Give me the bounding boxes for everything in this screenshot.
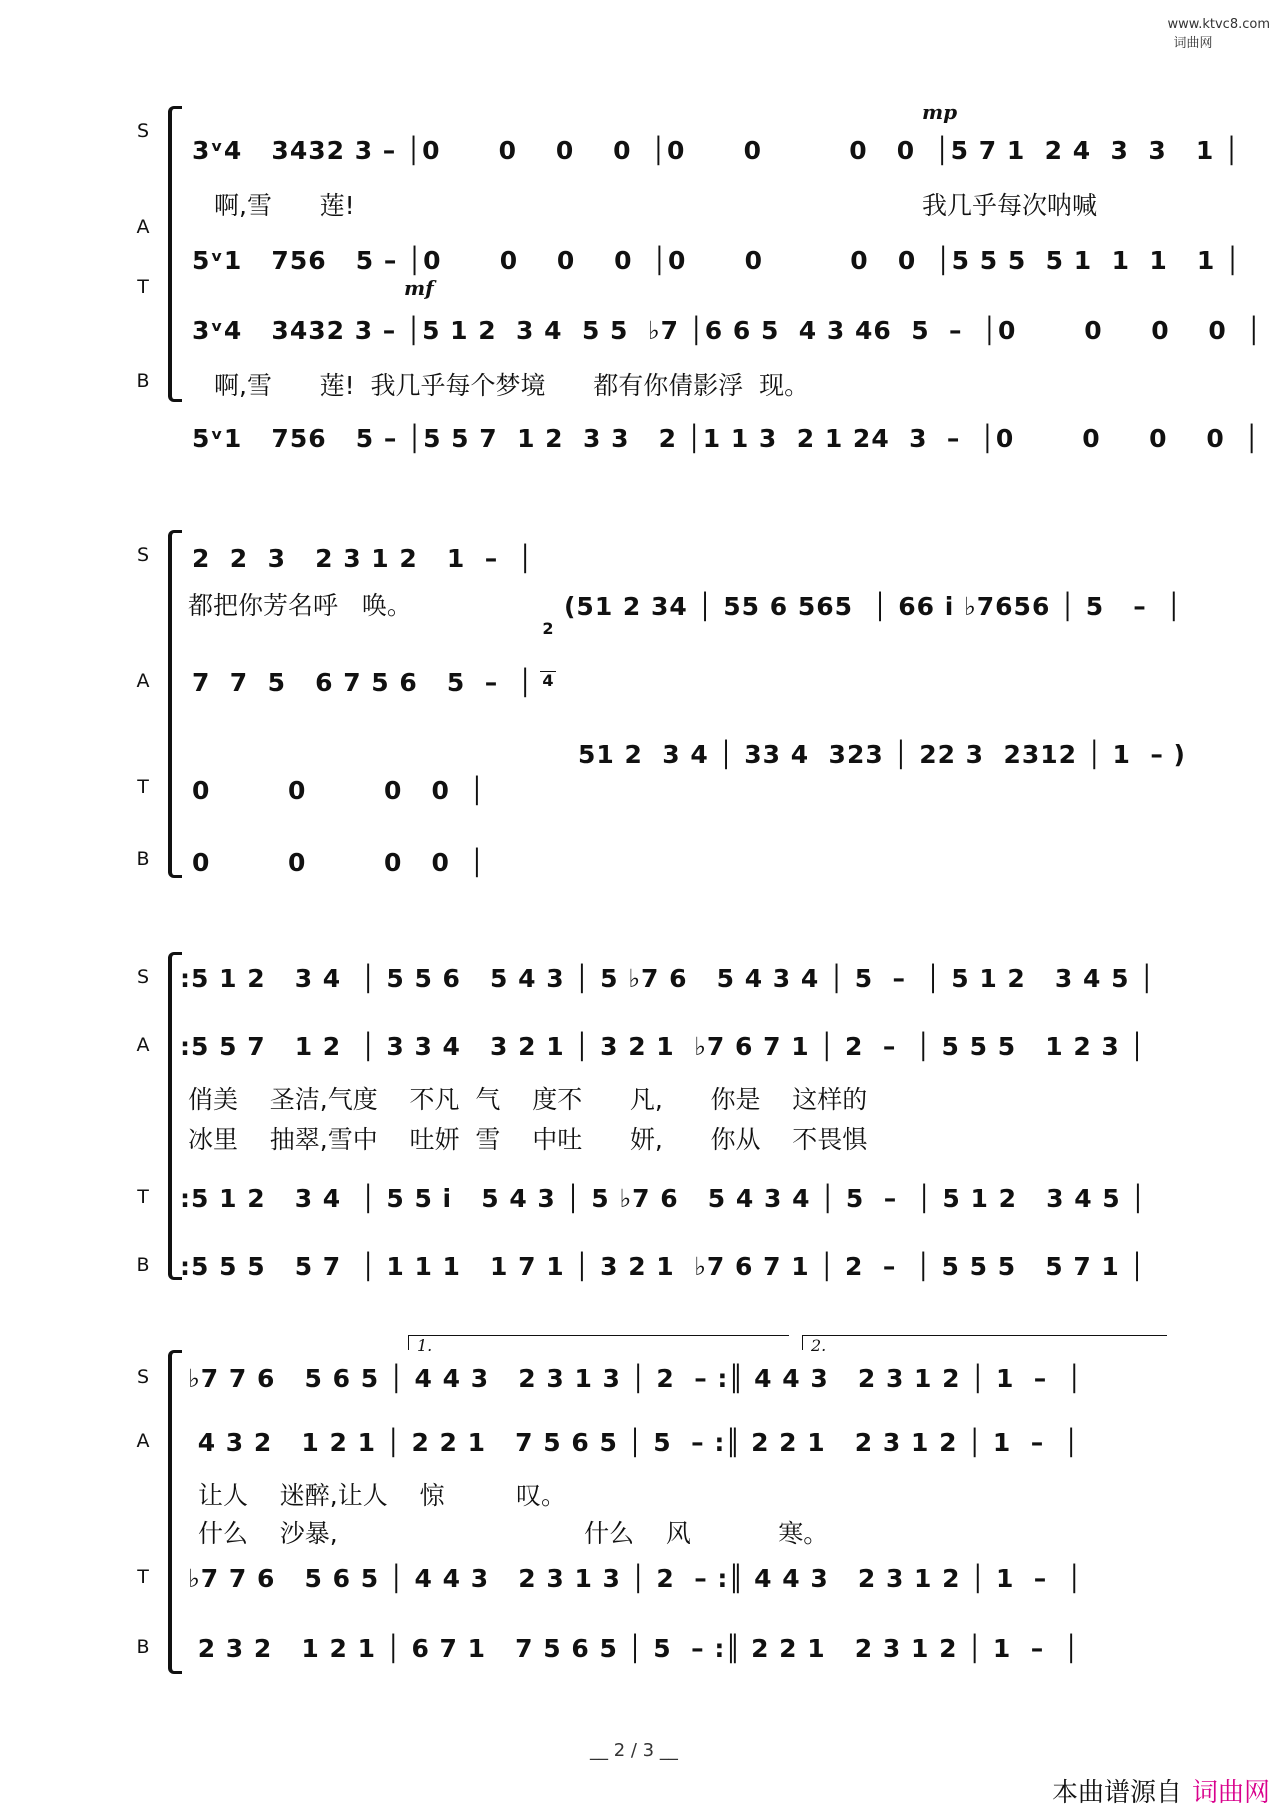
time-signature-top: 2 xyxy=(542,619,554,638)
part-label-b: B xyxy=(136,1636,150,1658)
volta-2-label: 2. xyxy=(811,1336,827,1355)
notation-a: 7 7 5 6 7 5 6 5 – │ xyxy=(192,668,534,697)
site-header xyxy=(1159,2,1270,51)
lyric-s: 都把你芳名呼 唤。 xyxy=(188,591,412,620)
system-bracket xyxy=(168,530,182,878)
time-signature xyxy=(540,586,556,723)
dynamic-mf: mf xyxy=(404,276,434,300)
source-label: 本曲谱源自 xyxy=(1052,1778,1183,1808)
interlude-line-1: (51 2 34 │ 55 6 565 │ 66 i ♭7656 │ 5 – │ xyxy=(564,592,1183,621)
volta-1-label: 1. xyxy=(417,1336,433,1355)
lyric-verse-2: 什么 沙暴, 什么 风 寒。 xyxy=(198,1519,829,1548)
notation-t: ♭7 7 6 5 6 5 │ 4 4 3 2 3 1 3 │ 2 – :║ 4 4 3 2 3 1 2 │ 1 – │ xyxy=(188,1564,1083,1593)
lyric-t: 啊,雪 莲! 我几乎每个梦境 都有你倩影浮 现。 xyxy=(214,371,810,400)
site-brand-small[interactable]: 词曲网 xyxy=(1173,36,1213,51)
notation-s: 3ᵛ4 3432 3 – │0 0 0 0 │0 0 0 0 │5 7 1 2 4 3 3 1 │ xyxy=(192,136,1241,165)
part-label-s: S xyxy=(136,120,150,142)
system-bracket xyxy=(168,106,182,402)
lyric-verse-1: 俏美 圣洁,气度 不凡 气 度不 凡, 你是 这样的 xyxy=(188,1085,868,1114)
notation-b: 5ᵛ1 756 5 – │5 5 7 1 2 3 3 2 │1 1 3 2 1 24 3 – │0 0 0 0 │ xyxy=(192,424,1261,453)
notation-t: :5 1 2 3 4 │ 5 5 i 5 4 3 │ 5 ♭7 6 5 4 3 4 │ 5 – │ 5 1 2 3 4 5 │ xyxy=(180,1184,1147,1213)
volta-2 xyxy=(802,1335,1167,1355)
notation-s: :5 1 2 3 4 │ 5 5 6 5 4 3 │ 5 ♭7 6 5 4 3 4 │ 5 – │ 5 1 2 3 4 5 │ xyxy=(180,964,1156,993)
notation-s: 2 2 3 2 3 1 2 1 – │ xyxy=(192,544,534,573)
lyric-verse-2: 冰里 抽翠,雪中 吐妍 雪 中吐 妍, 你从 不畏惧 xyxy=(188,1125,868,1154)
lyric-s-right: 我几乎每次呐喊 xyxy=(922,191,1098,220)
part-label-t: T xyxy=(137,776,149,798)
lyric-s-left: 啊,雪 莲! xyxy=(214,191,355,220)
notation-b: :5 5 5 5 7 │ 1 1 1 1 7 1 │ 3 2 1 ♭7 6 7 1 │ 2 – │ 5 5 5 5 7 1 │ xyxy=(180,1252,1146,1281)
notation-t: 3ᵛ4 3432 3 – │5 1 2 3 4 5 5 ♭7 │6 6 5 4 3 46 5 – │0 0 0 0 │ xyxy=(192,316,1263,345)
part-label-a: A xyxy=(136,670,150,692)
part-label-a: A xyxy=(136,1430,150,1452)
time-signature-bottom: 4 xyxy=(540,671,556,689)
page-number: __ 2 / 3 __ xyxy=(590,1740,678,1761)
dynamic-mp: mp xyxy=(922,100,958,124)
notation-s: ♭7 7 6 5 6 5 │ 4 4 3 2 3 1 3 │ 2 – :║ 4 4 3 2 3 1 2 │ 1 – │ xyxy=(188,1364,1083,1393)
volta-1 xyxy=(408,1335,789,1355)
notation-b: 0 0 0 0 │ xyxy=(192,848,486,877)
part-label-s: S xyxy=(136,1366,150,1388)
system-bracket xyxy=(168,1350,182,1674)
notation-b: 2 3 2 1 2 1 │ 6 7 1 7 5 6 5 │ 5 – :║ 2 2 1 2 3 1 2 │ 1 – │ xyxy=(188,1634,1080,1663)
part-label-t: T xyxy=(137,1186,149,1208)
interlude-line-2: 51 2 3 4 │ 33 4 323 │ 22 3 2312 │ 1 – ) xyxy=(578,740,1186,769)
notation-a: :5 5 7 1 2 │ 3 3 4 3 2 1 │ 3 2 1 ♭7 6 7 1 │ 2 – │ 5 5 5 1 2 3 │ xyxy=(180,1032,1146,1061)
system-bracket xyxy=(168,952,182,1280)
notation-a: 4 3 2 1 2 1 │ 2 2 1 7 5 6 5 │ 5 – :║ 2 2 1 2 3 1 2 │ 1 – │ xyxy=(188,1428,1080,1457)
part-label-s: S xyxy=(136,966,150,988)
part-label-b: B xyxy=(136,848,150,870)
part-label-t: T xyxy=(137,1566,149,1588)
lyric-verse-1: 让人 迷醉,让人 惊 叹。 xyxy=(198,1481,567,1510)
part-label-a: A xyxy=(136,216,150,238)
source-brand[interactable]: 词曲网 xyxy=(1192,1778,1271,1808)
part-label-s: S xyxy=(136,544,150,566)
part-label-t: T xyxy=(137,276,149,298)
part-label-b: B xyxy=(136,1254,150,1276)
site-url[interactable]: www.ktvc8.com xyxy=(1167,17,1270,32)
notation-a: 5ᵛ1 756 5 – │0 0 0 0 │0 0 0 0 │5 5 5 5 1 1 1 1 │ xyxy=(192,246,1242,275)
part-label-a: A xyxy=(136,1034,150,1056)
part-label-b: B xyxy=(136,370,150,392)
notation-t: 0 0 0 0 │ xyxy=(192,776,486,805)
